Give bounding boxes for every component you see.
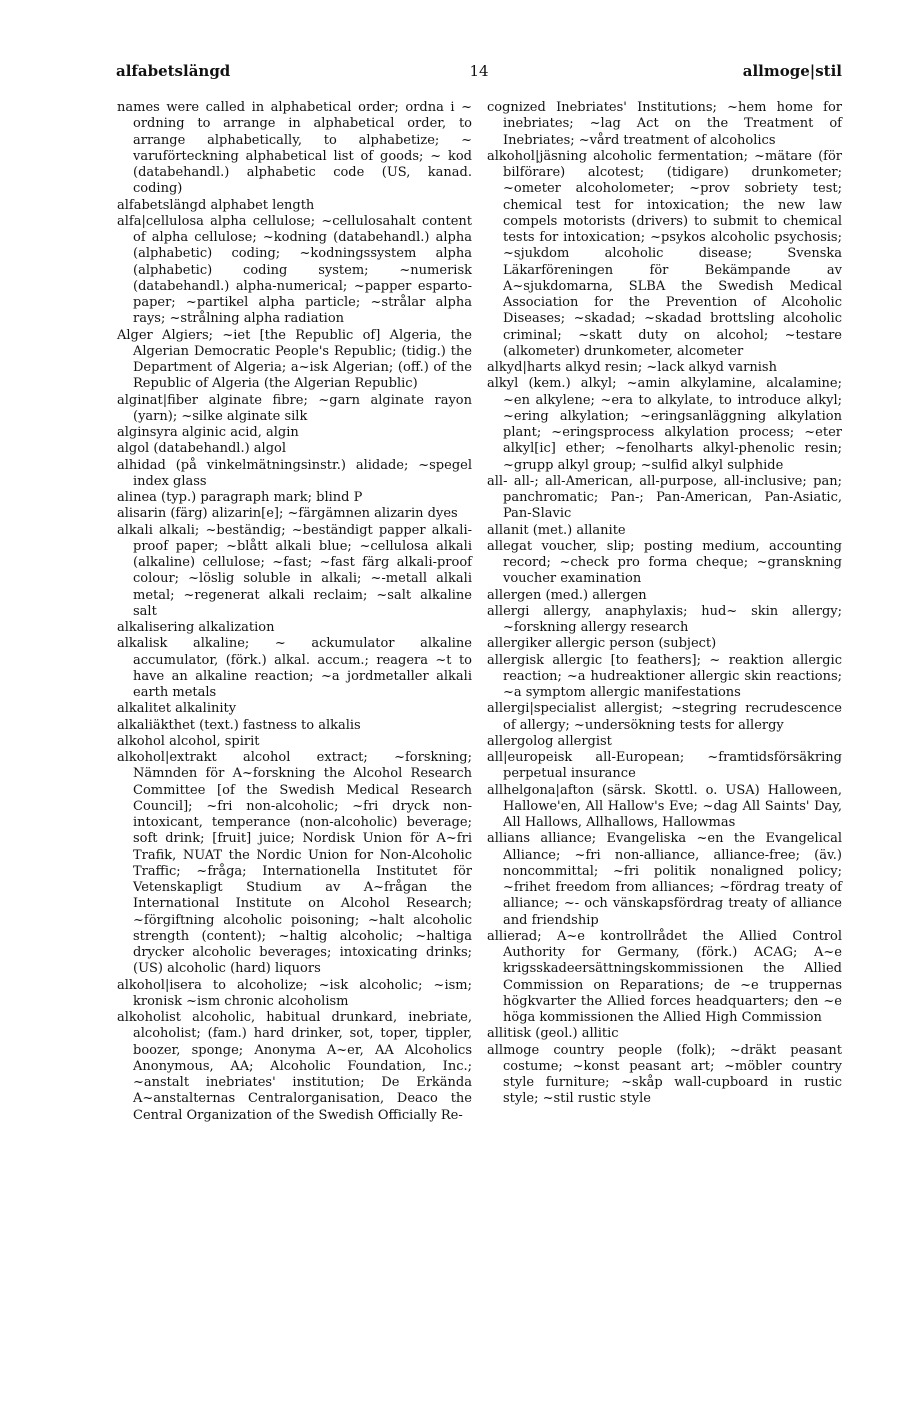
dictionary-entry: alkohol alcohol, spirit — [117, 733, 260, 749]
dictionary-entry: alhidad (på vinkelmätningsinstr.) alidade; ~spegel index glass — [117, 457, 472, 489]
dictionary-entry: allitisk (geol.) allitic — [487, 1026, 619, 1042]
dictionary-entry: allians alliance; Evangeliska ~en the Evangelical Alliance; ~fri non-alliance, alliance-free; (äv.) noncommittal; ~fri politik nonaligned policy; ~frihet freedom from alliances; ~fördrag treaty of alliance; ~- och vänskapsfördrag treaty of alliance and friendship — [487, 831, 842, 928]
dictionary-entry: alkyd|harts alkyd resin; ~lack alkyd varnish — [487, 360, 777, 375]
dictionary-entry: all|europeisk all-European; ~framtidsförsäkring perpetual insurance — [487, 750, 842, 782]
dictionary-entry: algol (databehandl.) algol — [117, 441, 287, 457]
dictionary-entry: Alger Algiers; ~iet [the Republic of] Algeria, the Algerian Democratic People's Republic; (tidig.) the Department of Algeria; a~isk Algerian; (off.) of the Republic of Algeria (the Algerian Republic) — [117, 327, 472, 392]
right-running-headword: allmoge|stil — [742, 62, 842, 80]
dictionary-entry: allergiker allergic person (subject) — [487, 636, 717, 652]
dictionary-entry: alkaliäkthet (text.) fastness to alkalis — [117, 717, 361, 733]
dictionary-entry: allmoge country people (folk); ~dräkt peasant costume; ~konst peasant art; ~möbler country style furniture; ~skåp wall-cupboard in rustic style; ~stil rustic style — [487, 1042, 842, 1107]
dictionary-entry: alfabetslängd alphabet length — [117, 197, 315, 213]
dictionary-entry: alkalitet alkalinity — [117, 701, 237, 717]
dictionary-entry: allierad; A~e kontrollrådet the Allied Control Authority for Germany, (förk.) ACAG; A~e krigsskadeersättningskommissionen the Allied Commission on Reparations; de ~e truppernas högkvarter the Allied forces headquarters; den ~e höga kommissionen the Allied High Commission — [487, 928, 842, 1025]
dictionary-entry: alkoholist alcoholic, habitual drunkard, inebriate, alcoholist; (fam.) hard drinker, sot, toper, tippler, boozer, sponge; Anonyma A~er, AA Alcoholics Anonymous, AA; Alcoholic Foundation, Inc.; ~anstalt inebriates' institution; De Erkända A~anstalternas Centralorganisation, Deaco the Central Organization of the Swedish Officially Re- — [117, 1010, 472, 1123]
dictionary-entry: alkalisk alkaline; ~ ackumulator alkaline accumulator, (förk.) alkal. accum.; reagera ~t to have an alkaline reaction; ~a jordmetaller alkali earth metals — [117, 636, 472, 700]
right-column — [487, 100, 842, 1108]
dictionary-entry: allanit (met.) allanite — [487, 522, 626, 538]
page-number: 14 — [469, 62, 489, 80]
dictionary-entry: allergisk allergic [to feathers]; ~ reaktion allergic reaction; ~a hudreaktioner allergic skin reactions; ~a symptom allergic manifestations — [487, 652, 842, 700]
dictionary-entry: alisarin (färg) alizarin[e]; ~färgämnen alizarin dyes — [117, 506, 458, 522]
dictionary-entry: all- all-; all-American, all-purpose, all-inclusive; pan; panchromatic; Pan-; Pan-American, Pan-Asiatic, Pan-Slavic — [487, 473, 842, 522]
left-column — [117, 100, 472, 1124]
dictionary-entry: alinea (typ.) paragraph mark; blind P — [117, 490, 363, 505]
dictionary-entry: alginsyra alginic acid, algin — [117, 425, 299, 440]
dictionary-entry: allergi allergy, anaphylaxis; hud~ skin allergy; ~forskning allergy research — [487, 603, 842, 635]
dictionary-entry: allergi|specialist allergist; ~stegring recrudescence of allergy; ~undersökning tests for allergy — [487, 701, 842, 733]
left-running-headword: alfabetslängd — [116, 62, 231, 80]
dictionary-entry: allergen (med.) allergen — [487, 587, 647, 603]
dictionary-entry: alkyl (kem.) alkyl; ~amin alkylamine, alcalamine; ~en alkylene; ~era to alkylate, to introduce alkyl; ~ering alkylation; ~eringsanläggning alkylation plant; ~eringsprocess alkylation process; ~eter alkyl[ic] ether; ~fenolharts alkyl-phenolic resin; ~grupp alkyl group; ~sulfid alkyl sulphide — [487, 376, 842, 473]
dictionary-entry: alkohol|isera to alcoholize; ~isk alcoholic; ~ism; kronisk ~ism chronic alcoholism — [117, 977, 472, 1009]
dictionary-entry: cognized Inebriates' Institutions; ~hem home for inebriates; ~lag Act on the Treatment of Inebriates; ~vård treatment of alcoholics — [487, 100, 842, 148]
dictionary-entry: alkohol|jäsning alcoholic fermentation; ~mätare (för bilförare) alcotest; (tidigare) drunkometer; ~ometer alcoholometer; ~prov sobriety test; chemical test for intoxication; the new law compels motorists (drivers) to submit to chemical tests for intoxication; ~psykos alcoholic psychosis; ~sjukdom alcoholic disease; Svenska Läkarföreningen för Bekämpande av A~sjukdomarna, SLBA the Swedish Medical Association for the Prevention of Alcoholic Diseases; ~skadad; ~skadad brottsling alcoholic criminal; ~skatt duty on alcohol; ~testare (alkometer) drunkometer, alcometer — [487, 148, 842, 359]
dictionary-entry: alkohol|extrakt alcohol extract; ~forskning; Nämnden för A~forskning the Alcohol Research Committee [of the Swedish Medical Research Council]; ~fri non-alcoholic; ~fri dryck non-intoxicant, temperance (non-alcoholic) beverage; soft drink; [fruit] juice; Nordisk Union för A~fri Trafik, NUAT the Nordic Union for Non-Alcoholic Traffic; ~fråga; Internationella Institutet för Vetenskapligt Studium av A~frågan the International Institute on Alcohol Research; ~förgiftning alcoholic poisoning; ~halt alcoholic strength (content); ~haltig alcoholic; ~haltiga drycker alcoholic beverages; intoxicating drinks; (US) alcoholic (hard) liquors — [117, 750, 472, 977]
dictionary-entry: alfa|cellulosa alpha cellulose; ~cellulosahalt content of alpha cellulose; ~kodning (databehandl.) alpha (alphabetic) coding; ~kodningssystem alpha (alphabetic) coding system; ~numerisk (databehandl.) alpha-numerical; ~papper esparto-paper; ~partikel alpha particle; ~strålar alpha rays; ~strålning alpha radiation — [117, 213, 472, 327]
dictionary-entry: alkali alkali; ~beständig; ~beständigt papper alkali-proof paper; ~blått alkali blue; ~cellulosa alkali (alkaline) cellulose; ~fast; ~fast färg alkali-proof colour; ~löslig soluble in alkali; ~-metall alkali metal; ~regenerat alkali reclaim; ~salt alkaline salt — [117, 522, 472, 619]
dictionary-entry: allegat voucher, slip; posting medium, accounting record; ~check pro forma cheque; ~granskning voucher examination — [487, 538, 842, 587]
dictionary-entry: allhelgona|afton (särsk. Skottl. o. USA) Halloween, Hallowe'en, All Hallow's Eve; ~dag All Saints' Day, All Hallows, Allhallows, Hallowmas — [487, 782, 842, 830]
dictionary-entry: alkalisering alkalization — [117, 620, 275, 635]
dictionary-entry: alginat|fiber alginate fibre; ~garn alginate rayon (yarn); ~silke alginate silk — [117, 392, 472, 424]
page-header — [116, 62, 842, 84]
dictionary-entry: allergolog allergist — [487, 733, 612, 749]
dictionary-entry: names were called in alphabetical order; ordna i ~ ordning to arrange in alphabetical order, to arrange alphabetically, to alphabetize; ~ varuförteckning alphabetical list of goods; ~ kod (databehandl.) alphabetic code (US, kanad. coding) — [117, 100, 472, 197]
